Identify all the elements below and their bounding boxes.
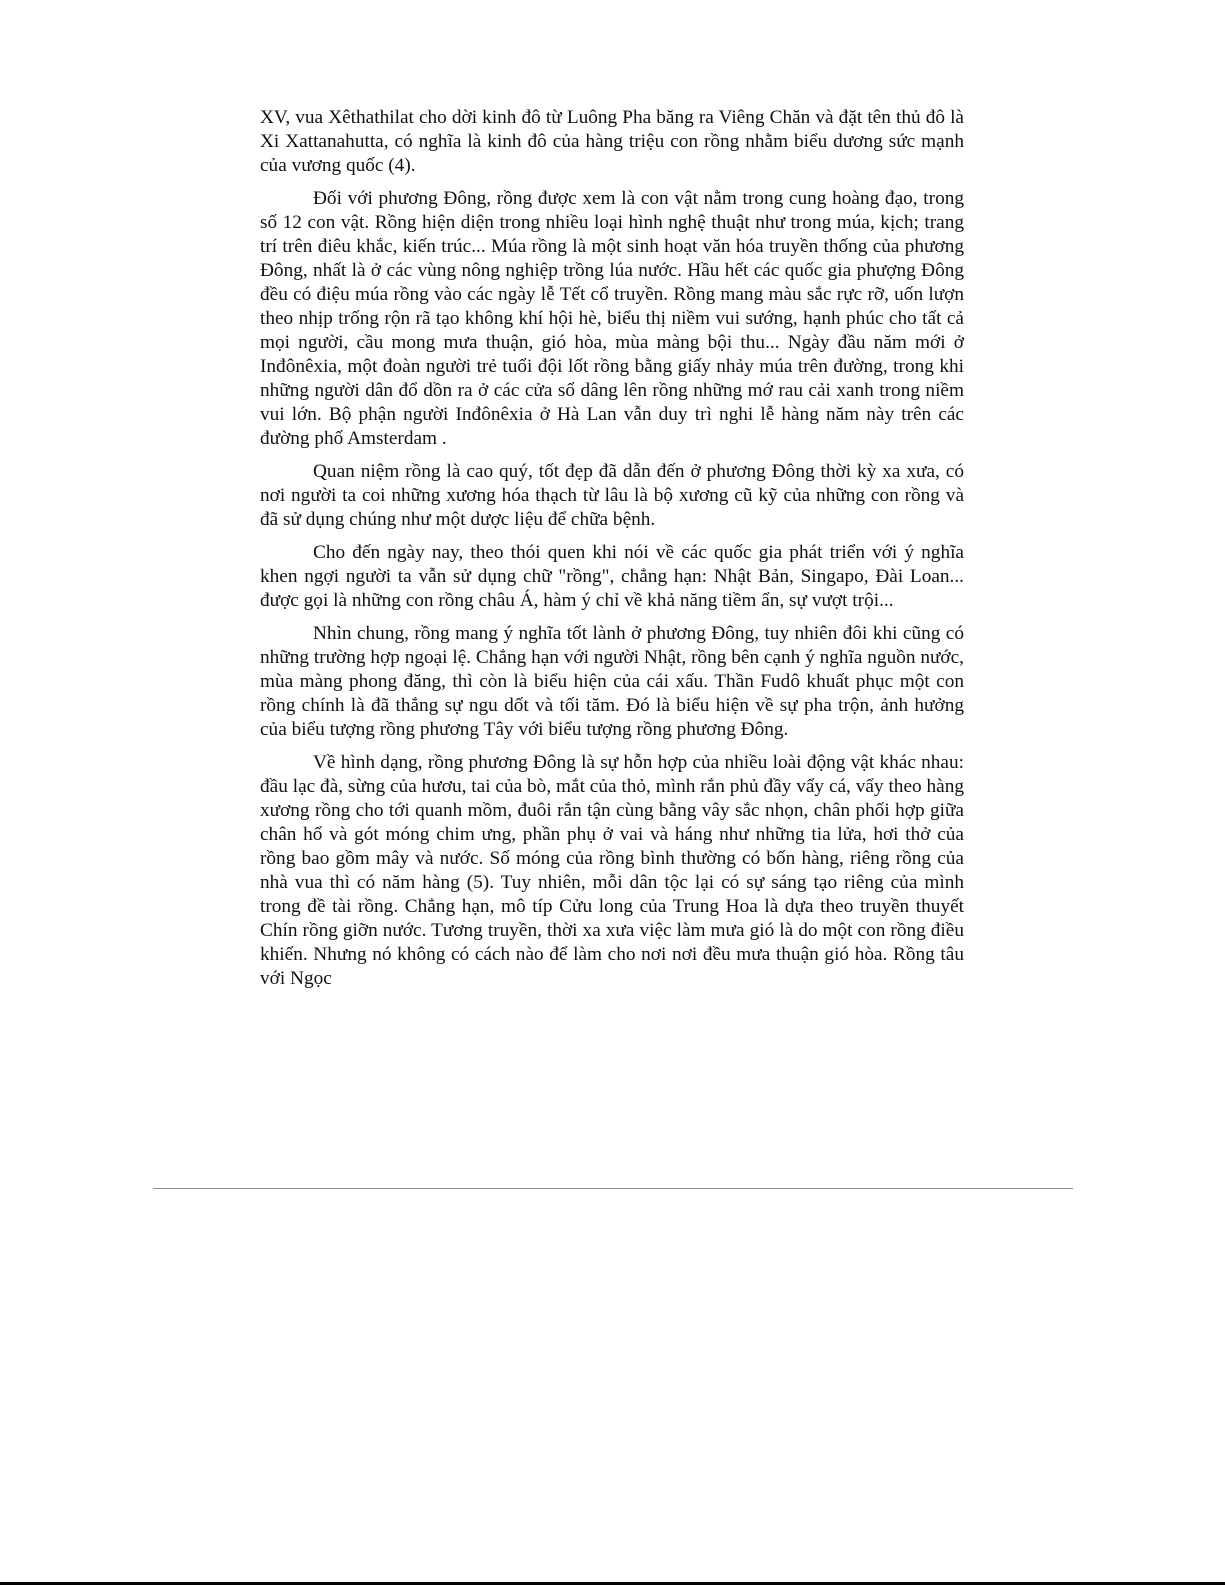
paragraph-3: Quan niệm rồng là cao quý, tốt đẹp đã dẫn đến ở phương Đông thời kỳ xa xưa, có nơi người ta coi những xương hóa thạch từ lâu là bộ xương cũ kỹ của những con rồng và đã sử dụng chúng như một dược liệu để chữa bệnh. (260, 461, 964, 530)
paragraph-1: XV, vua Xêthathilat cho dời kinh đô từ Luông Pha băng ra Viêng Chăn và đặt tên thủ đô là Xi Xattanahutta, có nghĩa là kinh đô của hàng triệu con rồng nhằm biểu dương sức mạnh của vương quốc (4). (260, 107, 964, 176)
paragraph-6: Về hình dạng, rồng phương Đông là sự hỗn hợp của nhiều loài động vật khác nhau: đầu lạc đà, sừng của hươu, tai của bò, mắt của thỏ, mình rắn phủ đầy vẩy cá, vẩy theo hàng xương rồng cho tới quanh mồm, đuôi rắn tận cùng bằng vây sắc nhọn, chân phối hợp giữa chân hổ và gót móng chim ưng, phần phụ ở vai và háng như những tia lửa, hơi thở của rồng bao gồm mây và nước. Số móng của rồng bình thường có bốn hàng, riêng rồng của nhà vua thì có năm hàng (5). Tuy nhiên, mỗi dân tộc lại có sự sáng tạo riêng của mình trong đề tài rồng. Chẳng hạn, mô típ Cửu long của Trung Hoa là dựa theo truyền thuyết Chín rồng giỡn nước. Tương truyền, thời xa xưa việc làm mưa gió là do một con rồng điều khiển. Nhưng nó không có cách nào để làm cho nơi nơi đều mưa thuận gió hòa. Rồng tâu với Ngọc (260, 752, 964, 989)
page-divider (153, 1188, 1073, 1189)
paragraph-2: Đối với phương Đông, rồng được xem là con vật nằm trong cung hoàng đạo, trong số 12 con vật. Rồng hiện diện trong nhiều loại hình nghệ thuật như trong múa, kịch; trang trí trên điêu khắc, kiến trúc... Múa rồng là một sinh hoạt văn hóa truyền thống của phương Đông, nhất là ở các vùng nông nghiệp trồng lúa nước. Hầu hết các quốc gia phượng Đông đều có điệu múa rồng vào các ngày lễ Tết cổ truyền. Rồng mang màu sắc rực rỡ, uốn lượn theo nhịp trống rộn rã tạo không khí hội hè, biểu thị niềm vui sướng, hạnh phúc cho tất cả mọi người, cầu mong mưa thuận, gió hòa, mùa màng bội thu... Ngày đầu năm mới ở Inđônêxia, một đoàn người trẻ tuổi đội lốt rồng bằng giấy nhảy múa trên đường, trong khi những người dân đổ dồn ra ở các cửa sổ dâng lên rồng những mớ rau cải xanh trong niềm vui lớn. Bộ phận người Inđônêxia ở Hà Lan vẫn duy trì nghi lễ hàng năm này trên các đường phố Amsterdam . (260, 188, 964, 449)
paragraph-5: Nhìn chung, rồng mang ý nghĩa tốt lành ở phương Đông, tuy nhiên đôi khi cũng có những trường hợp ngoại lệ. Chẳng hạn với người Nhật, rồng bên cạnh ý nghĩa nguồn nước, mùa màng phong đăng, thì còn là biểu hiện của cái xấu. Thần Fudô khuất phục một con rồng chính là đã thắng sự ngu dốt và tối tăm. Đó là biểu hiện về sự pha trộn, ảnh hưởng của biểu tượng rồng phương Tây với biểu tượng rồng phương Đông. (260, 623, 964, 740)
paragraph-4: Cho đến ngày nay, theo thói quen khi nói về các quốc gia phát triển với ý nghĩa khen ngợi người ta vẫn sử dụng chữ "rồng", chẳng hạn: Nhật Bản, Singapo, Đài Loan... được gọi là những con rồng châu Á, hàm ý chỉ về khả năng tiềm ẩn, sự vượt trội... (260, 542, 964, 611)
page-body (260, 106, 964, 1000)
